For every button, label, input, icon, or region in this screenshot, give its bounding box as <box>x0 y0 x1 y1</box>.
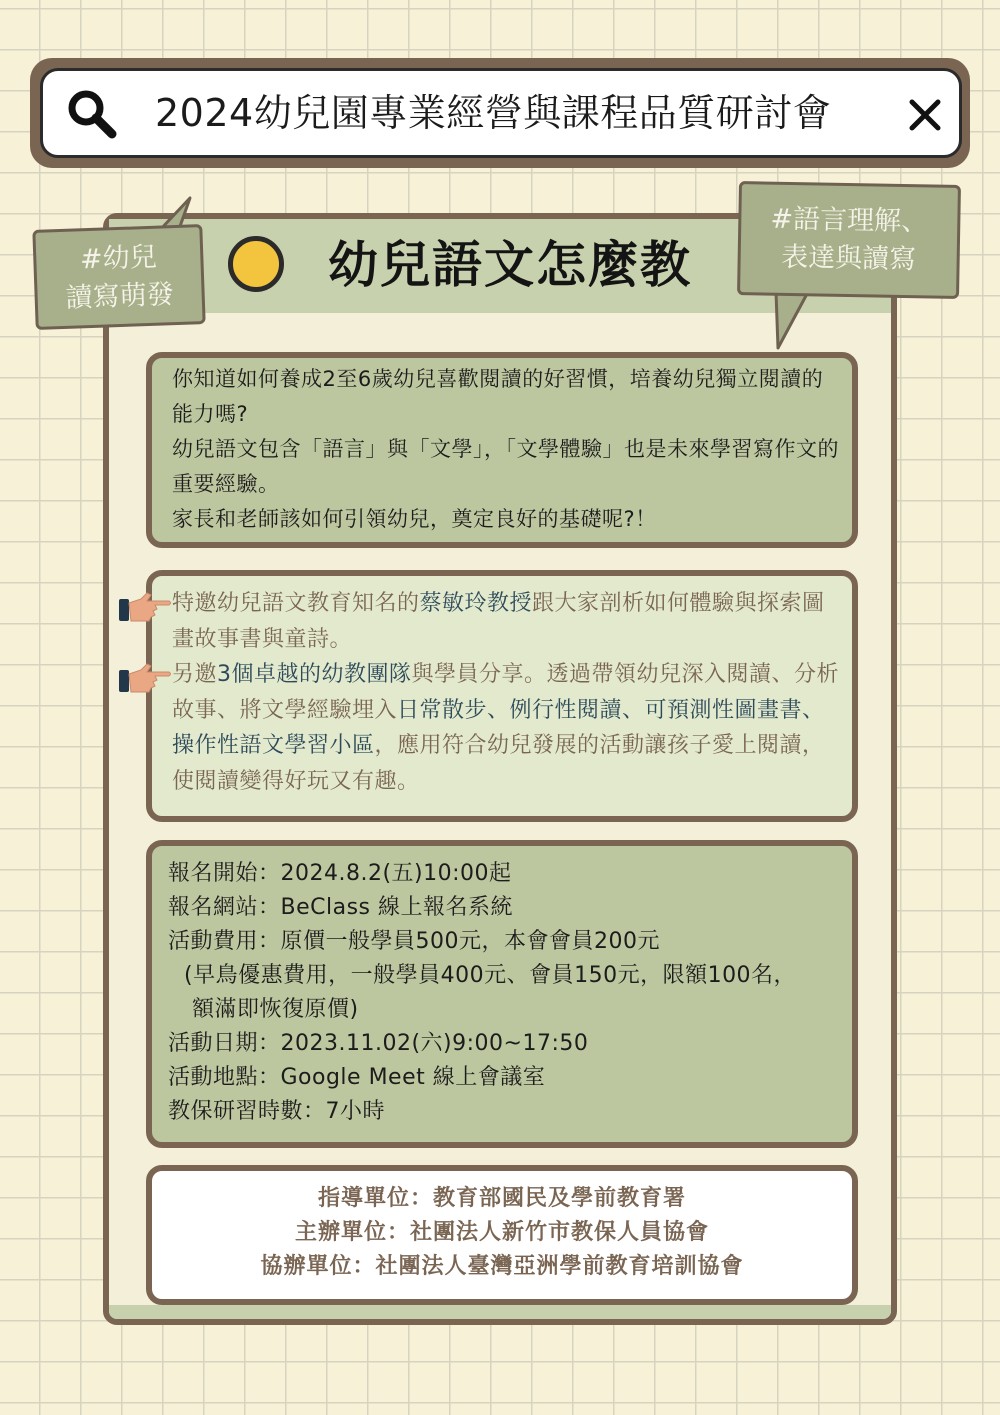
event-date: 活動日期：2023.11.02(六)9:00~17:50 <box>168 1031 589 1056</box>
co-organizer: 協辦單位：社團法人臺灣亞洲學前教育培訓協會 <box>260 1254 744 1279</box>
yellow-dot-icon <box>228 236 284 292</box>
intro-line-3: 家長和老師該如何引領幼兒，奠定良好的基礎呢?！ <box>172 507 657 531</box>
event-place: 活動地點：Google Meet 線上會議室 <box>168 1065 546 1090</box>
event-fee: 活動費用：原價一般學員500元，本會會員200元 <box>168 929 660 954</box>
intro-text <box>172 362 842 537</box>
feature-text <box>172 586 842 799</box>
page-title: 幼兒語文怎麼教 <box>328 236 692 294</box>
feature-1-post: 跟大家剖析如何體驗與探索圖畫故事書與童詩。 <box>172 591 825 652</box>
tag-right-tail <box>768 288 818 352</box>
registration-start: 報名開始：2024.8.2(五)10:00起 <box>168 861 512 886</box>
early-bird-line-2: 額滿即恢復原價) <box>192 997 359 1022</box>
teams-highlight: 3個卓越的幼教團隊 <box>217 662 412 687</box>
bottom-band <box>109 1305 891 1319</box>
training-hours: 教保研習時數：7小時 <box>168 1099 385 1124</box>
search-query[interactable]: 2024幼兒園專業經營與課程品質研討會 <box>155 91 832 135</box>
hashtag-early-literacy <box>32 224 205 330</box>
feature-2-pre: 另邀 <box>172 662 218 687</box>
feature-item-2 <box>172 657 842 799</box>
registration-site: 報名網站：BeClass 線上報名系統 <box>168 895 514 920</box>
feature-item-1 <box>172 586 842 657</box>
tag-right-line1: #語言理解、 <box>770 203 929 238</box>
event-info <box>168 857 848 1129</box>
host-unit: 主辦單位：社團法人新竹市教保人員協會 <box>294 1220 709 1245</box>
organizers-text <box>152 1182 852 1284</box>
close-icon[interactable] <box>906 96 944 134</box>
hashtag-language <box>737 181 961 299</box>
activities-highlight: 日常散步、例行性閱讀、可預測性圖畫書、操作性語文學習小區 <box>172 697 825 758</box>
speaker-name: 蔡敏玲教授 <box>419 591 533 616</box>
tag-left-line1: #幼兒 <box>79 241 158 276</box>
pointing-hand-icon <box>117 591 173 625</box>
feature-2-post: ，應用符合幼兒發展的活動讓孩子愛上閱讀，使閱讀變得好玩又有趣。 <box>172 733 825 794</box>
intro-line-2: 幼兒語文包含「語言」與「文學」，「文學體驗」也是未來學習寫作文的重要經驗。 <box>172 437 839 496</box>
guiding-unit: 指導單位：教育部國民及學前教育署 <box>317 1186 686 1211</box>
intro-line-1: 你知道如何養成2至6歲幼兒喜歡閱讀的好習慣，培養幼兒獨立閱讀的能力嗎? <box>172 367 824 426</box>
feature-1-pre: 特邀幼兒語文教育知名的 <box>172 591 420 616</box>
search-icon[interactable] <box>66 88 118 140</box>
tag-right-line2: 表達與讀寫 <box>780 241 917 276</box>
tag-left-line2: 讀寫萌發 <box>65 279 175 314</box>
early-bird-line-1: (早鳥優惠費用，一般學員400元、會員150元，限額100名， <box>184 963 797 988</box>
pointing-hand-icon <box>117 662 173 696</box>
feature-2-mid: 與學員分享。透過帶領幼兒深入閱讀、分析故事、將文學經驗埋入 <box>172 662 840 723</box>
